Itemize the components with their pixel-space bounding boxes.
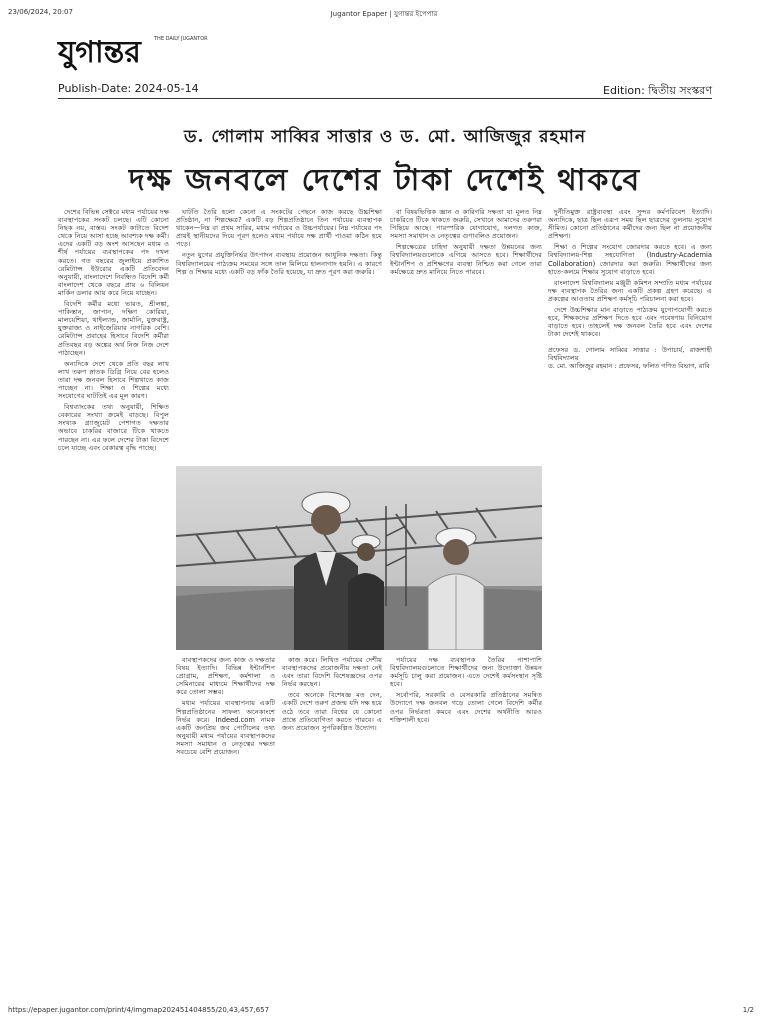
masthead-name: যুগান্তর	[58, 35, 141, 70]
construction-engineers-image	[176, 466, 542, 650]
masthead-logo	[58, 26, 218, 70]
masthead-tagline: THE DAILY JUGANTOR	[154, 36, 208, 42]
print-date: 23/06/2024, 20:07	[8, 8, 73, 16]
article-column-2-bottom-left	[176, 656, 275, 1001]
paragraph: বাংলাদেশ বিশ্ববিদ্যালয় মঞ্জুরী কমিশন সম্প্রতি মধ্যম পর্যায়ের দক্ষ ব্যবস্থাপক তৈরির জন্য একটি প্রকল্প গ্রহণ করেছে। এ প্রকল্পের আওতায় প্রশিক্ষণ কর্মসূচি পরিচালনা করা হবে।	[548, 278, 712, 303]
edition-label: Edition:	[603, 84, 645, 97]
paragraph: দুর্নীতিমুক্ত রাষ্ট্রব্যবস্থা এবং সুন্দর কর্মপরিবেশ ইত্যাদি। অন্যদিকে, ছাত্র ছিল এরূপ সময় ছিল ছাত্রদের তুলনায় সুযোগ সীমিত। কোনো প্রতিষ্ঠানের কর্মীদের জন্য ছিল না প্রয়োজনীয় প্রশিক্ষণ।	[548, 208, 712, 241]
article-column-4	[548, 208, 712, 1000]
paragraph: কাজ করে। লিখিত পর্যায়ের দেশীয় ব্যবস্থাপকদের প্রয়োজনীয় দক্ষতা নেই এবং তারা বিদেশি বিশেষজ্ঞদের ওপর নির্ভর করছেন।	[282, 656, 382, 689]
publish-date: Publish-Date: 2024-05-14	[58, 82, 199, 95]
article-column-2-bottom-right	[282, 656, 382, 1001]
paragraph: বা বিষয়ভিত্তিক জ্ঞান ও কারিগরি দক্ষতা যা মূলত নিম্ন চাকরিতে টিকে থাকতে জরুরি, সেখানে আমাদের তরুণরা পিছিয়ে আছে। পারস্পরিক যোগাযোগ, দলগত কাজ, সমস্যা সমাধান ও নেতৃত্বের গুণাবলিও প্রয়োজন।	[390, 208, 542, 241]
paragraph: শিক্ষা ও শিল্পের সংযোগ জোরদার করতে হবে। এ জন্য বিশ্ববিদ্যালয়-শিল্প সহযোগিতা (Industry-Academia Collaboration) জোরদার করা জরুরি। শিক্ষার্থীদের জন্য হাতে-কলমে শিক্ষার সুযোগ বাড়াতে হবে।	[548, 243, 712, 276]
paragraph: দেশে উচ্চশিক্ষার মান বাড়াতে পাঠ্যক্রম যুগোপযোগী করতে হবে, শিক্ষকদের প্রশিক্ষণ দিতে হবে এবং গবেষণায় বিনিয়োগ বাড়াতে হবে। তাহলেই দক্ষ জনবল তৈরি হবে এবং দেশের টাকা দেশেই থাকবে।	[548, 306, 712, 339]
author-note-2: ড. মো. আজিজুর রহমান : প্রফেসর, ফলিত গণিত বিভাগ, রাবি	[548, 362, 710, 371]
article-column-3-top	[390, 208, 542, 462]
article-photo	[176, 466, 542, 650]
paragraph: সর্বোপরি, সরকারি ও বেসরকারি প্রতিষ্ঠানের সমন্বিত উদ্যোগে দক্ষ জনবল গড়ে তোলা গেলে বিদেশি কর্মীর ওপর নির্ভরতা কমবে এবং দেশের অর্থনীতি আরও শক্তিশালী হবে।	[390, 691, 542, 724]
print-page-title: Jugantor Epaper | যুগান্তর ইপেপার	[330, 10, 438, 18]
print-url: https://epaper.jugantor.com/print/4/imgmap202451404855/20,43,457,657	[8, 1006, 270, 1014]
header-rule	[58, 98, 712, 99]
paragraph: দেশের বিভিন্ন সেক্টরে মধ্যম পর্যায়ের দক্ষ ব্যবস্থাপকের সংকট চলছে। এটি কোনো নিছক নয়, বাস্তব। সংকট কাটাতে বিদেশ থেকে নিয়ে আসা হচ্ছে আবশ্যক দক্ষ কর্মী। এদের একটি বড় অংশ আসছেন মধ্যম ও শীর্ষ পর্যায়ের ব্যবস্থাপকের পদ দখল করতে। গত বছরের জুলাইয়ে প্রকাশিত রেমিট্যান্স ইউরোর একটি প্রতিবেদন অনুযায়ী, বাংলাদেশে নিবন্ধিত বিদেশি কর্মী বাংলাদেশ থেকে বছরে প্রায় ৬ বিলিয়ন মার্কিন ডলার আয় করে নিয়ে যাচ্ছেন।	[58, 208, 169, 297]
article-headline: দক্ষ জনবলে দেশের টাকা দেশেই থাকবে	[128, 163, 642, 198]
paragraph: ঘাটতি তৈরি হলো কেনো এ সংকটের পেছনে কাজ করছে উচ্চশিক্ষা প্রতিষ্ঠান, না শিল্পক্ষেত্র? একটি বড় শিল্পপ্রতিষ্ঠানে তিন পর্যায়ের ব্যবস্থাপক থাকেন—নিম্ন বা প্রথম সারির, মধ্যম পর্যায়ের ও উচ্চপর্যায়ের। নিম্ন পর্যায়ের পদ প্রায়ই স্থানীয়দের দিয়ে পূরণ হলেও মধ্যম পর্যায়ে দক্ষ প্রার্থী পাওয়া কঠিন হয়ে পড়ে।	[176, 208, 382, 249]
paragraph: শিল্পক্ষেত্রের চাহিদা অনুযায়ী দক্ষতা উন্নয়নের জন্য বিশ্ববিদ্যালয়গুলোকে এগিয়ে আসতে হবে। শিক্ষার্থীদের ইন্টার্নশিপ ও প্রশিক্ষণের ব্যবস্থা নিশ্চিত করা গেলে তারা কর্মক্ষেত্রে দ্রুত মানিয়ে নিতে পারবে।	[390, 243, 542, 276]
page-number: 1/2	[742, 1006, 754, 1014]
paragraph: বিশ্বব্যাংকের তথ্য অনুযায়ী, শিক্ষিত বেকারের সংখ্যা ক্রমেই বাড়ছে। বিপুল সংখ্যক গ্র্যাজুয়েট পেশাগত দক্ষতার অভাবে চাকরির বাজারে টিকে থাকতে পারছেন না। এর ফলে দেশের টাকা বিদেশে চলে যাচ্ছে এবং বেকারত্ব বৃদ্ধি পাচ্ছে।	[58, 403, 169, 452]
article-column-1	[58, 208, 169, 1000]
paragraph: ব্যবস্থাপকদের জন্য কাজ ও দক্ষতার বিষয় ইত্যাদি। বিভিন্ন ইন্টার্নশিপ প্রোগ্রাম, প্রশিক্ষণ, কর্মশালা ও সেমিনারের মাধ্যমে শিক্ষার্থীদের দক্ষ করে তোলা সম্ভব।	[176, 656, 275, 697]
edition-value: দ্বিতীয় সংস্করণ	[648, 84, 712, 97]
paragraph: তবে অনেকে বিশেষজ্ঞ মত দেন, একটি দেশে তরুণ প্রজন্ম যদি দক্ষ হয়ে ওঠে তবে তারা বিশ্বের যে কোনো প্রান্তে প্রতিযোগিতা করতে পারবে। এ জন্য প্রয়োজন সুপরিকল্পিত উদ্যোগ।	[282, 691, 382, 732]
article-authors: ড. গোলাম সাব্বির সাত্তার ও ড. মো. আজিজুর রহমান	[184, 127, 586, 147]
paragraph: মধ্যম পর্যায়ের ব্যবস্থাপনায় একটি শিল্পপ্রতিষ্ঠানের সাফল্য অনেকাংশে নির্ভর করে। Indeed.com নামক একটি জনপ্রিয় জব পোর্টালের তথ্য অনুযায়ী মধ্যম পর্যায়ের ব্যবস্থাপকদের সমস্যা সমাধান ও নেতৃত্বের দক্ষতা সবচেয়ে বেশি প্রয়োজন।	[176, 699, 275, 757]
paragraph: নতুন যুগের প্রযুক্তিনির্ভর উৎপাদন ব্যবস্থায় প্রয়োজন আধুনিক দক্ষতা। কিন্তু বিশ্ববিদ্যালয়ের পাঠ্যক্রম সময়ের সঙ্গে তাল মিলিয়ে হালনাগাদ হয়নি। এ কারণে শিল্প ও শিক্ষার মধ্যে একটি বড় ফাঁক তৈরি হয়েছে, যা দ্রুত পূরণ করা জরুরি।	[176, 251, 382, 276]
article-column-2-top	[176, 208, 382, 462]
paragraph: পর্যায়ের দক্ষ ব্যবস্থাপক তৈরির পাশাপাশি বিশ্ববিদ্যালয়গুলোতে শিক্ষার্থীদের জন্য উদ্যোক্তা উন্নয়ন কর্মসূচি চালু করা প্রয়োজন। এতে দেশেই কর্মসংস্থান সৃষ্টি হবে।	[390, 656, 542, 689]
article-column-3-bottom	[390, 656, 542, 1001]
paragraph: বিদেশি কর্মীর মধ্যে ভারত, শ্রীলঙ্কা, পাকিস্তান, জাপান, দক্ষিণ কোরিয়া, মালয়েশিয়া, থাইল্যান্ড, জার্মানি, যুক্তরাষ্ট্র, যুক্তরাজ্য ও নাইজেরিয়ার নাগরিক বেশি। রেমিট্যান্স প্রবাহের হিসাবে বিদেশি কর্মীরা প্রতিবছর বড় অঙ্কের অর্থ নিজ নিজ দেশে পাঠাচ্ছেন।	[58, 300, 169, 357]
author-note-1: প্রফেসর ড. গোলাম সাব্বির সাত্তার : উপাচার্য, রাজশাহী বিশ্ববিদ্যালয়	[548, 346, 712, 363]
paragraph: অন্যদিকে দেশে থেকে প্রতি বছর লাখ লাখ তরুণ স্নাতক ডিগ্রি নিয়ে বের হলেও তারা দক্ষ জনবল হিসাবে শিল্পখাতে কাজ পাচ্ছেন না। শিক্ষা ও শিল্পের মধ্যে সংযোগের ঘাটতিই এর মূল কারণ।	[58, 359, 169, 401]
